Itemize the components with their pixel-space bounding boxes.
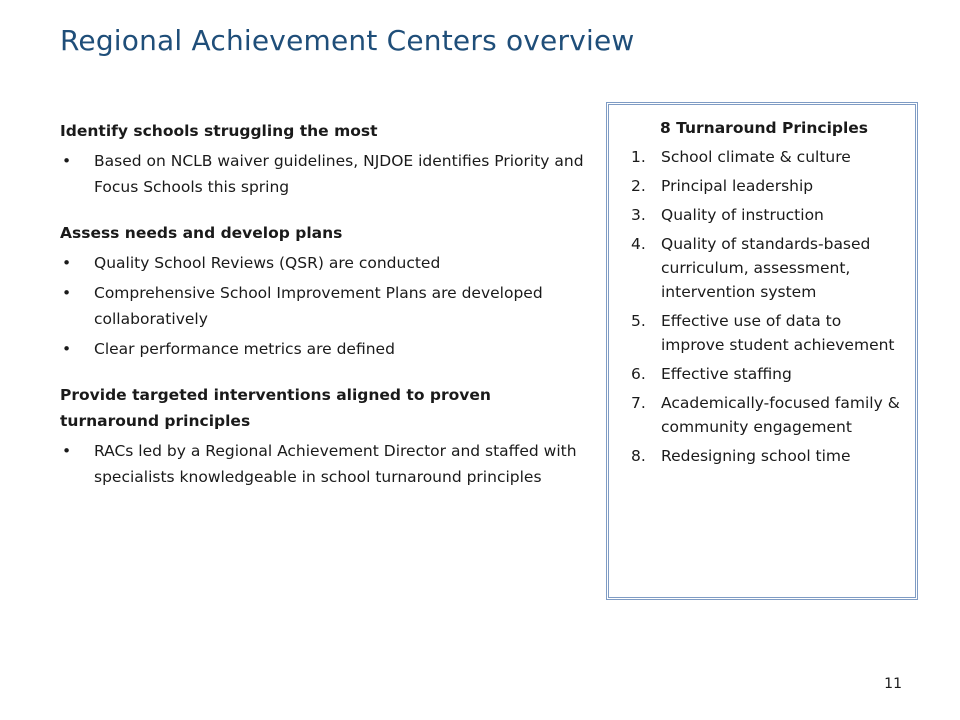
section-interventions — [60, 382, 595, 490]
section-heading: Identify schools struggling the most — [60, 122, 378, 140]
page-number: 11 — [884, 676, 902, 692]
principles-list — [621, 145, 907, 468]
overview-steps — [60, 118, 595, 510]
principle-number: 5. — [631, 312, 646, 330]
principle-text: School climate & culture — [661, 148, 851, 166]
principle-text: Redesigning school time — [661, 447, 851, 465]
principle-number: 3. — [631, 206, 646, 224]
bullet-item: • Quality School Reviews (QSR) are conducted — [60, 250, 595, 276]
principle-item — [621, 232, 907, 304]
principle-item — [621, 174, 907, 198]
bullet-item: • Clear performance metrics are defined — [60, 336, 595, 362]
principle-number: 4. — [631, 235, 646, 253]
principle-item — [621, 362, 907, 386]
principle-number: 2. — [631, 177, 646, 195]
bullet-list — [60, 250, 595, 362]
section-heading: Provide targeted interventions aligned to proven turnaround principles — [60, 386, 491, 430]
principle-item — [621, 391, 907, 439]
principle-text: Quality of standards-based curriculum, assessment, intervention system — [661, 235, 871, 301]
principle-text: Quality of instruction — [661, 206, 824, 224]
principle-number: 7. — [631, 394, 646, 412]
bullet-item: • Comprehensive School Improvement Plans are developed collaboratively — [60, 280, 595, 332]
principle-number: 8. — [631, 447, 646, 465]
principle-number: 6. — [631, 365, 646, 383]
principle-item — [621, 309, 907, 357]
box-title: 8 Turnaround Principles — [659, 119, 869, 137]
principle-text: Effective staffing — [661, 365, 792, 383]
principle-text: Effective use of data to improve student achievement — [661, 312, 895, 354]
principle-text: Principal leadership — [661, 177, 814, 195]
bullet-list — [60, 148, 595, 200]
principle-item — [621, 203, 907, 227]
section-identify — [60, 118, 595, 200]
slide-title: Regional Achievement Centers overview — [60, 24, 635, 57]
turnaround-principles-box — [606, 102, 918, 600]
principle-item — [621, 145, 907, 169]
principle-item — [621, 444, 907, 468]
section-heading: Assess needs and develop plans — [60, 224, 343, 242]
principle-text: Academically-focused family & community engagement — [661, 394, 900, 436]
principle-number: 1. — [631, 148, 646, 166]
bullet-item: • RACs led by a Regional Achievement Director and staffed with specialists knowledgeable in school turnaround principles — [60, 438, 595, 490]
bullet-item: • Based on NCLB waiver guidelines, NJDOE identifies Priority and Focus Schools this spring — [60, 148, 595, 200]
bullet-list — [60, 438, 595, 490]
section-assess — [60, 220, 595, 362]
